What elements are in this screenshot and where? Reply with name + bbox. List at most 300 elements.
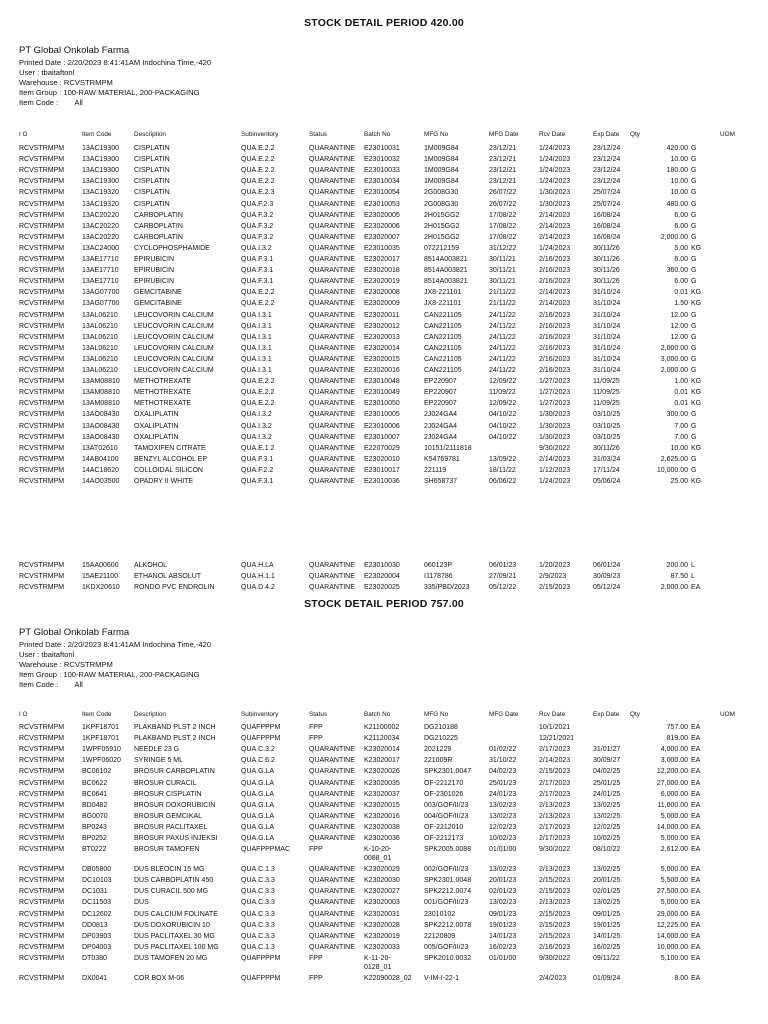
table-row xyxy=(0,735,768,746)
cell-uom: EA xyxy=(691,954,701,962)
cell-qty: 2,000.00 xyxy=(660,344,688,352)
cell-status: QUARANTINE xyxy=(309,899,355,907)
col-subinventory: Subinventory xyxy=(241,711,279,718)
cell-io: RCVSTRMPM xyxy=(19,156,65,164)
cell-io: RCVSTRMPM xyxy=(19,145,65,152)
cell-description: LEUCOVORIN CALCIUM xyxy=(134,344,214,352)
cell-description: METHOTREXATE xyxy=(134,389,192,397)
cell-exp-date: 23/12/24 xyxy=(593,178,621,186)
cell-qty: 12.00 xyxy=(670,311,688,319)
cell-subinventory: QUA.G.LA xyxy=(241,823,275,831)
col-item-code: Item Code xyxy=(82,711,112,718)
cell-subinventory: QUA.F.3.2 xyxy=(241,222,274,230)
cell-batch-no: E23010030 xyxy=(364,562,400,569)
table-row xyxy=(0,584,768,595)
col-io: I O xyxy=(19,711,28,718)
cell-uom: KG xyxy=(691,400,702,408)
table-row xyxy=(0,445,768,456)
cell-exp-date: 03/10/25 xyxy=(593,433,621,441)
cell-status: QUARANTINE xyxy=(309,768,355,776)
cell-mfg-date: 23/12/21 xyxy=(489,167,517,175)
cell-description: OXALIPLATIN xyxy=(134,422,179,430)
cell-uom: G xyxy=(691,189,697,197)
cell-description: DUS PACLITAXEL 30 MG xyxy=(134,932,215,940)
cell-status: QUARANTINE xyxy=(309,267,355,275)
cell-io: RCVSTRMPM xyxy=(19,189,65,197)
cell-qty: 11,000.00 xyxy=(657,801,688,809)
table-row xyxy=(0,245,768,256)
cell-status: QUARANTINE xyxy=(309,779,355,787)
cell-item-code: DB05800 xyxy=(82,866,112,874)
cell-description: LEUCOVORIN CALCIUM xyxy=(134,355,214,363)
cell-subinventory: QUA.C.6.2 xyxy=(241,757,275,765)
cell-qty: 200.00 xyxy=(666,562,688,569)
cell-mfg-no: I1178786 xyxy=(424,573,453,581)
cell-batch-no: K23020017 xyxy=(364,757,400,765)
cell-rcv-date: 2/17/2023 xyxy=(539,779,571,787)
cell-mfg-no: 003/GOF/II/23 xyxy=(424,801,469,809)
cell-exp-date: 30/11/26 xyxy=(593,278,620,286)
table-row xyxy=(0,888,768,899)
cell-exp-date: 30/11/26 xyxy=(593,267,620,275)
cell-rcv-date: 2/13/2023 xyxy=(539,899,571,907)
cell-uom: EA xyxy=(691,974,701,982)
cell-batch-no: E23010007 xyxy=(364,433,400,441)
cell-status: QUARANTINE xyxy=(309,921,355,929)
cell-item-code: DD0813 xyxy=(82,921,108,929)
cell-exp-date: 31/10/24 xyxy=(593,289,621,297)
cell-rcv-date: 2/16/2023 xyxy=(539,267,571,275)
cell-batch-no: K23020036 xyxy=(364,835,400,842)
cell-description: ALKOHOL xyxy=(134,562,168,569)
cell-mfg-no: 221119 xyxy=(424,466,447,474)
cell-rcv-date: 2/14/2023 xyxy=(539,233,571,241)
cell-batch-no: K23020026 xyxy=(364,768,400,776)
cell-item-code: 13AE17710 xyxy=(82,278,119,286)
cell-rcv-date: 2/15/2023 xyxy=(539,921,571,929)
meta-warehouse: Warehouse : RCVSTRMPM xyxy=(19,660,113,669)
cell-mfg-date: 12/02/23 xyxy=(489,823,517,831)
cell-exp-date: 25/01/25 xyxy=(593,779,621,787)
cell-io: RCVSTRMPM xyxy=(19,278,65,286)
cell-item-code: BT0222 xyxy=(82,846,107,854)
cell-mfg-no: SPK2301.0047 xyxy=(424,768,472,776)
cell-rcv-date: 2/17/2023 xyxy=(539,823,571,831)
table-row xyxy=(0,835,768,846)
cell-mfg-date: 30/11/21 xyxy=(489,267,516,275)
cell-subinventory: QUA.G.LA xyxy=(241,835,275,842)
cell-subinventory: QUA.I.3.2 xyxy=(241,433,272,441)
cell-uom: EA xyxy=(691,846,701,854)
cell-mfg-date: 04/02/23 xyxy=(489,768,517,776)
cell-rcv-date: 2/4/2023 xyxy=(539,974,567,982)
cell-mfg-no: 8514A003821 xyxy=(424,256,468,263)
cell-rcv-date: 2/15/2023 xyxy=(539,932,571,940)
cell-exp-date: 05/06/24 xyxy=(593,478,621,485)
meta-item-code: Item Code : All xyxy=(19,98,83,107)
cell-status: QUARANTINE xyxy=(309,910,355,918)
col-batch-no: Batch No xyxy=(364,131,391,138)
cell-subinventory: QUA.F.3.2 xyxy=(241,233,274,241)
cell-batch-no: E23020005 xyxy=(364,211,400,219)
cell-mfg-no: SPK2301.0048 xyxy=(424,877,472,885)
cell-mfg-date: 30/11/21 xyxy=(489,278,516,286)
cell-description: DUS CURACIL 500 MG xyxy=(134,888,209,896)
cell-mfg-date: 16/02/23 xyxy=(489,943,517,951)
cell-exp-date: 30/09/23 xyxy=(593,573,621,581)
cell-batch-no: K21100002 xyxy=(364,724,400,731)
cell-mfg-no: 2021229 xyxy=(424,746,452,754)
cell-qty: 10.00 xyxy=(670,444,688,452)
cell-qty: 12.00 xyxy=(670,322,688,330)
cell-description: LEUCOVORIN CALCIUM xyxy=(134,311,214,319)
cell-status: QUARANTINE xyxy=(309,278,355,286)
cell-exp-date: 01/09/24 xyxy=(593,974,621,982)
cell-rcv-date: 1/24/2023 xyxy=(539,178,571,186)
cell-io: RCVSTRMPM xyxy=(19,573,65,581)
cell-description: CARBOPLATIN xyxy=(134,211,183,219)
cell-item-code: 13AC19320 xyxy=(82,200,119,208)
cell-io: RCVSTRMPM xyxy=(19,389,65,397)
cell-io: RCVSTRMPM xyxy=(19,322,65,330)
cell-qty: 12,200.00 xyxy=(656,768,688,776)
cell-subinventory: QUAFPPPM xyxy=(241,735,281,743)
cell-mfg-no: 221009R xyxy=(424,757,453,765)
cell-status: QUARANTINE xyxy=(309,156,355,164)
table-row xyxy=(0,824,768,835)
report-meta xyxy=(19,58,211,108)
cell-exp-date: 13/02/25 xyxy=(593,899,621,907)
cell-io: RCVSTRMPM xyxy=(19,746,65,754)
cell-uom: G xyxy=(691,322,697,330)
cell-uom: G xyxy=(691,211,697,219)
cell-exp-date: 31/10/24 xyxy=(593,322,621,330)
table-row xyxy=(0,356,768,367)
cell-mfg-no: CAN221105 xyxy=(424,355,462,363)
table-row xyxy=(0,345,768,356)
cell-item-code: BC0622 xyxy=(82,779,108,787)
report-title: STOCK DETAIL PERIOD 757.00 xyxy=(304,598,464,610)
cell-mfg-no: K54769781 xyxy=(424,455,460,463)
cell-rcv-date: 2/16/2023 xyxy=(539,355,571,363)
table-row xyxy=(0,877,768,888)
cell-item-code: 13AM08810 xyxy=(82,378,120,386)
cell-mfg-date: 31/10/22 xyxy=(489,757,517,765)
table-row xyxy=(0,434,768,445)
cell-io: RCVSTRMPM xyxy=(19,812,65,820)
cell-mfg-date: 23/12/21 xyxy=(489,145,517,152)
cell-uom: EA xyxy=(691,812,701,820)
cell-mfg-no: DG210188 xyxy=(424,724,458,731)
cell-uom: G xyxy=(691,344,697,352)
cell-exp-date: 09/01/25 xyxy=(593,910,621,918)
cell-qty: 7.00 xyxy=(674,433,688,441)
cell-description: DUS PACLITAXEL 100 MG xyxy=(134,943,219,951)
company-name: PT Global Onkolab Farma xyxy=(19,45,130,56)
meta-item-group: Item Group : 100-RAW MATERIAL, 200-PACKAGING xyxy=(19,88,200,97)
cell-exp-date: 31/10/24 xyxy=(593,344,621,352)
cell-io: RCVSTRMPM xyxy=(19,411,65,419)
meta-user: User : tbaitaftonl xyxy=(19,68,75,77)
cell-io: RCVSTRMPM xyxy=(19,823,65,831)
cell-mfg-date: 02/01/23 xyxy=(489,888,517,896)
cell-io: RCVSTRMPM xyxy=(19,466,65,474)
cell-uom: G xyxy=(691,333,697,341)
cell-item-code: 13AC20220 xyxy=(82,222,119,230)
cell-io: RCVSTRMPM xyxy=(19,724,65,731)
cell-item-code: 13AO08430 xyxy=(82,433,120,441)
cell-mfg-no: DG210225 xyxy=(424,735,458,743)
cell-io: RCVSTRMPM xyxy=(19,846,65,854)
cell-io: RCVSTRMPM xyxy=(19,888,65,896)
cell-status: QUARANTINE xyxy=(309,877,355,885)
cell-rcv-date: 2/15/2023 xyxy=(539,888,571,896)
cell-mfg-no: CAN221105 xyxy=(424,344,462,352)
cell-mfg-date: 10/02/23 xyxy=(489,835,517,842)
cell-exp-date: 31/10/24 xyxy=(593,367,621,374)
cell-qty: 360.00 xyxy=(666,267,688,275)
table-row xyxy=(0,378,768,389)
cell-status: QUARANTINE xyxy=(309,422,355,430)
cell-status: QUARANTINE xyxy=(309,333,355,341)
cell-qty: 5,000.00 xyxy=(660,835,688,842)
cell-qty: 2,625.00 xyxy=(660,455,688,463)
cell-status: FPP xyxy=(309,735,323,743)
cell-uom: EA xyxy=(691,932,701,940)
cell-mfg-date: 24/11/22 xyxy=(489,322,516,330)
col-qty: Qty xyxy=(630,131,640,138)
cell-mfg-no: 2G008G30 xyxy=(424,189,459,197)
cell-uom: G xyxy=(691,145,697,152)
cell-rcv-date: 2/16/2023 xyxy=(539,256,571,263)
cell-status: QUARANTINE xyxy=(309,178,355,186)
cell-qty: 8.00 xyxy=(674,974,688,982)
cell-subinventory: QUA.I.3.1 xyxy=(241,367,272,374)
cell-status: QUARANTINE xyxy=(309,145,355,152)
cell-uom: G xyxy=(691,411,697,419)
cell-mfg-no: EP220907 xyxy=(424,378,457,386)
cell-description: BENZYL ALCOHOL EP xyxy=(134,455,208,463)
cell-uom: G xyxy=(691,367,697,374)
cell-mfg-no: JX8-221101 xyxy=(424,300,462,308)
cell-io: RCVSTRMPM xyxy=(19,974,65,982)
cell-item-code: DC1031 xyxy=(82,888,108,896)
cell-io: RCVSTRMPM xyxy=(19,400,65,408)
cell-mfg-date: 04/10/22 xyxy=(489,411,517,419)
cell-subinventory: QUA.E.2.2 xyxy=(241,378,275,386)
cell-description: DUS TAMOFEN 20 MG xyxy=(134,954,208,962)
cell-subinventory: QUA.E.2.2 xyxy=(241,167,275,175)
cell-subinventory: QUA.E.2.2 xyxy=(241,300,275,308)
table-header xyxy=(0,711,768,722)
cell-description: METHOTREXATE xyxy=(134,400,192,408)
cell-subinventory: QUA.F.3.1 xyxy=(241,278,274,286)
cell-batch-no: K23020031 xyxy=(364,910,400,918)
cell-item-code: 15AA00600 xyxy=(82,562,119,569)
cell-rcv-date: 9/30/2022 xyxy=(539,954,571,962)
cell-status: QUARANTINE xyxy=(309,211,355,219)
cell-uom: EA xyxy=(691,888,701,896)
cell-uom: G xyxy=(691,455,697,463)
cell-description: BROSUR PACLITAXEL xyxy=(134,823,208,831)
cell-item-code: DC10103 xyxy=(82,877,112,885)
cell-io: RCVSTRMPM xyxy=(19,801,65,809)
cell-io: RCVSTRMPM xyxy=(19,866,65,874)
cell-rcv-date: 1/27/2023 xyxy=(539,400,571,408)
cell-item-code: BP0243 xyxy=(82,823,107,831)
cell-uom: EA xyxy=(691,757,701,765)
cell-description: SYRINGE 5 ML xyxy=(134,757,184,765)
cell-io: RCVSTRMPM xyxy=(19,478,65,485)
cell-mfg-no: 060123P xyxy=(424,562,453,569)
table-row xyxy=(0,267,768,278)
report-title: STOCK DETAIL PERIOD 420.00 xyxy=(304,17,464,29)
cell-subinventory: QUA.F.2.3 xyxy=(241,200,274,208)
cell-item-code: 13AL06210 xyxy=(82,367,118,374)
cell-subinventory: QUA.I.3.1 xyxy=(241,355,272,363)
cell-uom: EA xyxy=(691,823,701,831)
cell-item-code: 13AC19300 xyxy=(82,167,119,175)
cell-batch-no: E23010053 xyxy=(364,200,400,208)
cell-batch-no: E23010049 xyxy=(364,389,400,397)
cell-item-code: 1KPF18701 xyxy=(82,735,119,743)
cell-status: QUARANTINE xyxy=(309,411,355,419)
cell-subinventory: QUA.G.LA xyxy=(241,768,275,776)
cell-batch-no: E23010036 xyxy=(364,478,400,485)
cell-batch-no: E23010005 xyxy=(364,411,400,419)
cell-status: QUARANTINE xyxy=(309,189,355,197)
cell-batch-no: K23020019 xyxy=(364,932,400,940)
table-row xyxy=(0,156,768,167)
col-uom: UOM xyxy=(720,711,735,718)
cell-subinventory: QUA.E.2.2 xyxy=(241,389,275,397)
cell-io: RCVSTRMPM xyxy=(19,200,65,208)
cell-qty: 300.00 xyxy=(666,411,688,419)
cell-description: TAMOXIFEN CITRATE xyxy=(134,444,206,452)
cell-status: QUARANTINE xyxy=(309,584,355,592)
cell-item-code: 14AB04100 xyxy=(82,455,119,463)
table-row xyxy=(0,933,768,944)
cell-rcv-date: 2/16/2023 xyxy=(539,943,571,951)
cell-uom: KG xyxy=(691,389,702,397)
cell-uom: G xyxy=(691,267,697,275)
cell-uom: EA xyxy=(691,735,701,743)
cell-description: CISPLATIN xyxy=(134,156,170,164)
cell-batch-no: E23020004 xyxy=(364,573,400,581)
cell-status: QUARANTINE xyxy=(309,433,355,441)
cell-item-code: DC11503 xyxy=(82,899,112,907)
cell-mfg-no: OF-2301026 xyxy=(424,790,464,798)
cell-mfg-date: 01/01/00 xyxy=(489,846,517,854)
cell-qty: 14,000.00 xyxy=(656,932,688,940)
cell-mfg-date: 24/11/22 xyxy=(489,367,516,374)
cell-exp-date: 11/09/25 xyxy=(593,400,620,408)
cell-batch-no: E23010050 xyxy=(364,400,400,408)
cell-status: QUARANTINE xyxy=(309,400,355,408)
cell-exp-date: 31/10/24 xyxy=(593,300,621,308)
cell-item-code: DP03903 xyxy=(82,932,112,940)
cell-status: QUARANTINE xyxy=(309,835,355,842)
cell-mfg-date: 31/12/22 xyxy=(489,244,517,252)
cell-exp-date: 30/11/26 xyxy=(593,244,620,252)
cell-batch-no: E23020018 xyxy=(364,267,400,275)
cell-description: LEUCOVORIN CALCIUM xyxy=(134,367,214,374)
table-row xyxy=(0,389,768,400)
cell-uom: G xyxy=(691,355,697,363)
cell-item-code: 1KPF18701 xyxy=(82,724,119,731)
table-row xyxy=(0,278,768,289)
cell-item-code: DC12602 xyxy=(82,910,112,918)
cell-batch-no: K-11-20- xyxy=(364,954,391,962)
cell-rcv-date: 2/13/2023 xyxy=(539,801,571,809)
cell-uom: KG xyxy=(691,444,702,452)
meta-item-code: Item Code : All xyxy=(19,680,83,689)
cell-exp-date: 31/03/24 xyxy=(593,455,621,463)
cell-uom: EA xyxy=(691,779,701,787)
cell-status: QUARANTINE xyxy=(309,389,355,397)
cell-io: RCVSTRMPM xyxy=(19,877,65,885)
cell-batch-no: K23020014 xyxy=(364,746,400,754)
cell-uom: G xyxy=(691,156,697,164)
cell-io: RCVSTRMPM xyxy=(19,244,65,252)
cell-subinventory: QUA.I.3.1 xyxy=(241,344,272,352)
cell-mfg-no: CAN221105 xyxy=(424,311,462,319)
cell-batch-no: K23020035 xyxy=(364,779,400,787)
col-mfg-no: MFG No xyxy=(424,131,449,138)
report-meta xyxy=(19,640,211,690)
cell-mfg-date: 23/12/21 xyxy=(489,178,517,186)
cell-description: BROSUR CURACIL xyxy=(134,779,197,787)
cell-exp-date: 09/11/22 xyxy=(593,954,620,962)
cell-subinventory: QUAFPPPM xyxy=(241,724,281,731)
cell-batch-no: E23020006 xyxy=(364,222,400,230)
cell-subinventory: QUA.C.3.3 xyxy=(241,910,275,918)
cell-exp-date: 30/09/27 xyxy=(593,757,621,765)
cell-batch-no: E23010032 xyxy=(364,156,400,164)
table-header xyxy=(0,131,768,142)
cell-exp-date: 04/02/25 xyxy=(593,768,621,776)
cell-mfg-no: 1M009G84 xyxy=(424,156,459,164)
col-rcv-date: Rcv Date xyxy=(539,711,566,718)
cell-item-code: BP0252 xyxy=(82,835,107,842)
cell-mfg-date: 04/10/22 xyxy=(489,433,517,441)
cell-subinventory: QUAFPPPM xyxy=(241,954,281,962)
cell-exp-date: 31/01/27 xyxy=(593,746,621,754)
table-row xyxy=(0,954,768,971)
cell-uom: G xyxy=(691,256,697,263)
cell-mfg-date: 24/11/22 xyxy=(489,333,516,341)
cell-mfg-no: 1M009G84 xyxy=(424,178,459,186)
cell-mfg-date: 09/01/23 xyxy=(489,910,517,918)
cell-description: OXALIPLATIN xyxy=(134,411,179,419)
cell-mfg-date: 24/11/22 xyxy=(489,355,516,363)
cell-status: QUARANTINE xyxy=(309,866,355,874)
cell-exp-date: 31/10/24 xyxy=(593,311,621,319)
cell-status: QUARANTINE xyxy=(309,823,355,831)
cell-description: CARBOPLATIN xyxy=(134,222,183,230)
cell-status: QUARANTINE xyxy=(309,233,355,241)
cell-rcv-date: 2/13/2023 xyxy=(539,866,571,874)
cell-description: CISPLATIN xyxy=(134,200,170,208)
cell-rcv-date: 2/15/2023 xyxy=(539,768,571,776)
col-description: Description xyxy=(134,711,166,718)
cell-item-code: 13AC19320 xyxy=(82,189,119,197)
table-row xyxy=(0,780,768,791)
cell-io: RCVSTRMPM xyxy=(19,455,65,463)
cell-item-code: 13AL06210 xyxy=(82,355,118,363)
cell-item-code: 13AL06210 xyxy=(82,322,118,330)
cell-io: RCVSTRMPM xyxy=(19,422,65,430)
